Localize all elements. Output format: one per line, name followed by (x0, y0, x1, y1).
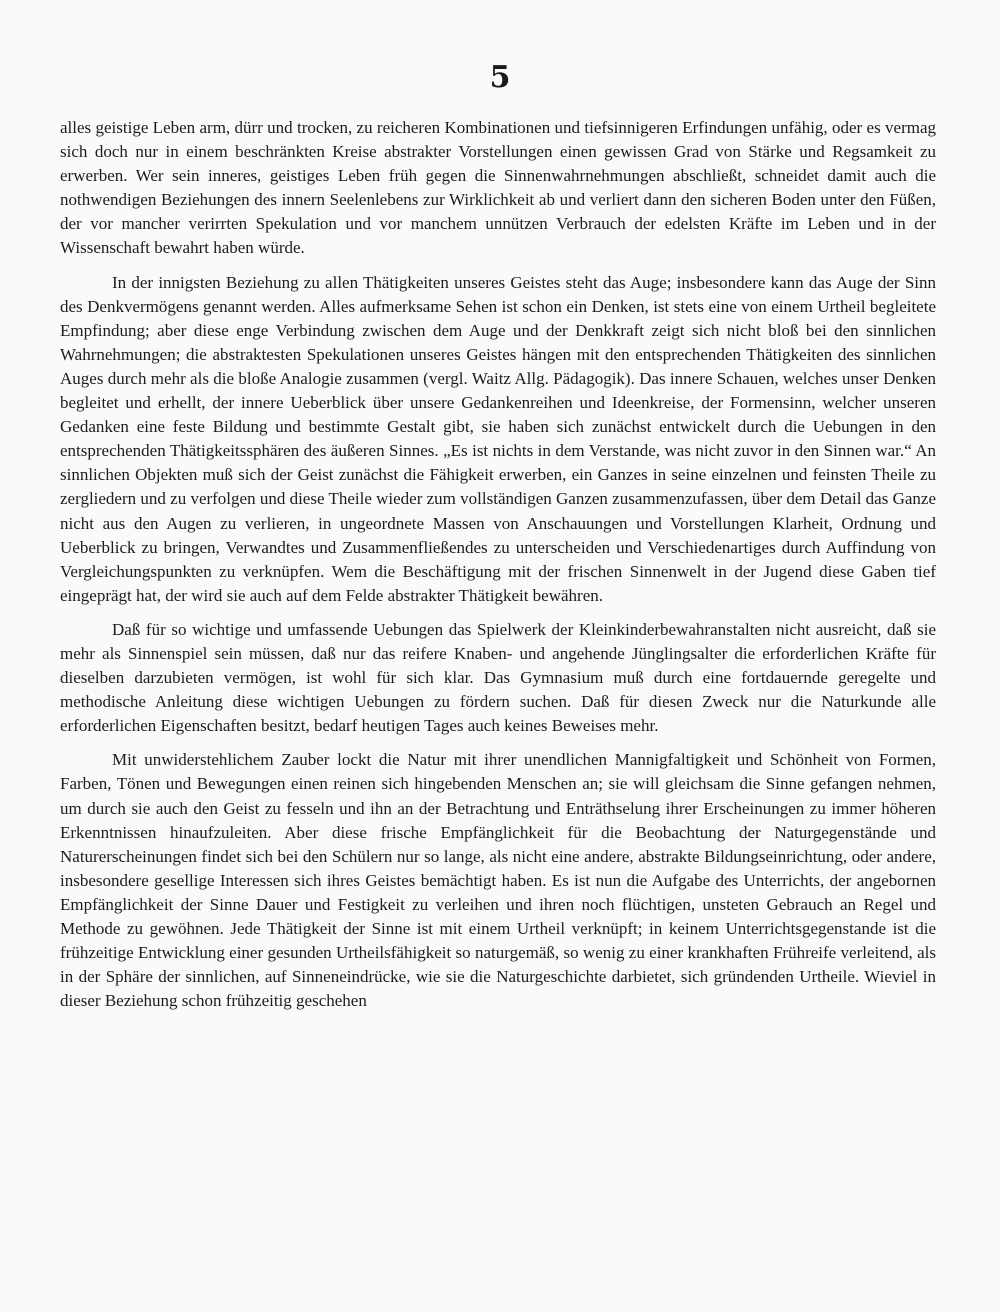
page-number: 5 (489, 60, 511, 95)
paragraph: alles geistige Leben arm, dürr und trocken, zu reicheren Kombinationen und tiefsinnigeren Erfindungen unfähig, oder es vermag sich doch nur in einem beschränkten Kreise abstrakter Vorstellungen einen gewissen Grad von Stärke und Regsamkeit zu erwerben. Wer sein inneres, geistiges Leben früh gegen die Sinnenwahrnehmungen abschließt, schneidet damit auch die nothwendigen Beziehungen des innern Seelenlebens zur Wirklichkeit ab und verliert dann den sicheren Boden unter den Füßen, der vor mancher verirrten Spekulation und vor manchem unnützen Verbrauch der edelsten Kräfte im Leben und in der Wissenschaft bewahrt haben würde. (60, 118, 936, 258)
paragraph: In der innigsten Beziehung zu allen Thätigkeiten unseres Geistes steht das Auge; insbesondere kann das Auge der Sinn des Denkvermögens genannt werden. Alles aufmerksame Sehen ist schon ein Denken, ist stets eine von einem Urtheil begleitete Empfindung; aber diese enge Verbindung zwischen dem Auge und der Denkkraft zeigt sich nicht bloß bei den sinnlichen Wahrnehmungen; die abstraktesten Spekulationen unseres Geistes hängen mit den entsprechenden Thätigkeiten des sinnlichen Auges durch mehr als die bloße Analogie zusammen (vergl. Waitz Allg. Pädagogik). Das innere Schauen, welches unser Denken begleitet und erhellt, der innere Ueberblick über unsere Gedankenreihen und Ideenkreise, der Formensinn, welcher unseren Gedanken eine feste Bildung und bestimmte Gestalt gibt, sie haben sich zunächst entwickelt durch die Uebungen in den entsprechenden Thätigkeitssphären des äußeren Sinnes. „Es ist nichts in dem Verstande, was nicht zuvor in den Sinnen war.“ An sinnlichen Objekten muß sich der Geist zunächst die Fähigkeit erwerben, ein Ganzes in seine einzelnen und feinsten Theile zu zergliedern und zu verfolgen und diese Theile wieder zum vollständigen Ganzen zusammenzufassen, über dem Detail das Ganze nicht aus den Augen zu verlieren, in ungeordnete Massen von Anschauungen und Vorstellungen Klarheit, Ordnung und Ueberblick zu bringen, Verwandtes und Zusammenfließendes zu unterscheiden und Verschiedenartiges durch Auffindung von Vergleichungspunkten zu verknüpfen. Wem die Beschäftigung mit der frischen Sinnenwelt in der Jugend diese Gaben tief eingeprägt hat, der wird sie auch auf dem Felde abstrakter Thätigkeit bewähren. (60, 272, 936, 605)
paragraph: Mit unwiderstehlichem Zauber lockt die Natur mit ihrer unendlichen Mannigfaltigkeit und Schönheit von Formen, Farben, Tönen und Bewegungen einen reinen sich hingebenden Menschen an; sie will gleichsam die Sinne gefangen nehmen, um durch sie auch den Geist zu fesseln und ihn an der Betrachtung und Enträthselung ihrer Erscheinungen zu immer höheren Erkenntnissen hinaufzuleiten. Aber diese frische Empfänglichkeit für die Beobachtung der Naturgegenstände und Naturerscheinungen findet sich bei den Schülern nur so lange, als nicht eine andere, abstrakte Bildungseinrichtung, oder andere, insbesondere gesellige Interessen sich ihres Geistes bemächtigt haben. Es ist nun die Aufgabe des Unterrichts, der angebornen Empfänglichkeit der Sinne Dauer und Festigkeit zu verleihen und ihren noch flüchtigen, unsteten Gebrauch an Regel und Methode zu gewöhnen. Jede Thätigkeit der Sinne ist mit einem Urtheil verknüpft; in keinem Unterrichtsgegenstande ist die frühzeitige Entwicklung einer gesunden Urtheilsfähigkeit so naturgemäß, so wenig zu einer krankhaften Frühreife verleitend, als in der Sphäre der sinnlichen, auf Sinneneindrücke, wie sie die Naturgeschichte darbietet, sich gründenden Urtheile. Wieviel in dieser Beziehung schon frühzeitig geschehen (60, 750, 936, 1011)
body-text (60, 116, 936, 1023)
paragraph: Daß für so wichtige und umfassende Uebungen das Spielwerk der Kleinkinderbewahranstalten nicht ausreicht, daß sie mehr als Sinnenspiel sein müssen, daß nur das reifere Knaben- und angehende Jünglingsalter die erforderlichen Kräfte für dieselben darzubieten vermögen, ist wohl für sich klar. Das Gymnasium muß durch eine fortdauernde geregelte und methodische Anleitung diese wichtigen Uebungen zu fördern suchen. Daß für diesen Zweck nur die Naturkunde alle erforderlichen Eigenschaften besitzt, bedarf heutigen Tages auch keines Beweises mehr. (60, 619, 936, 736)
